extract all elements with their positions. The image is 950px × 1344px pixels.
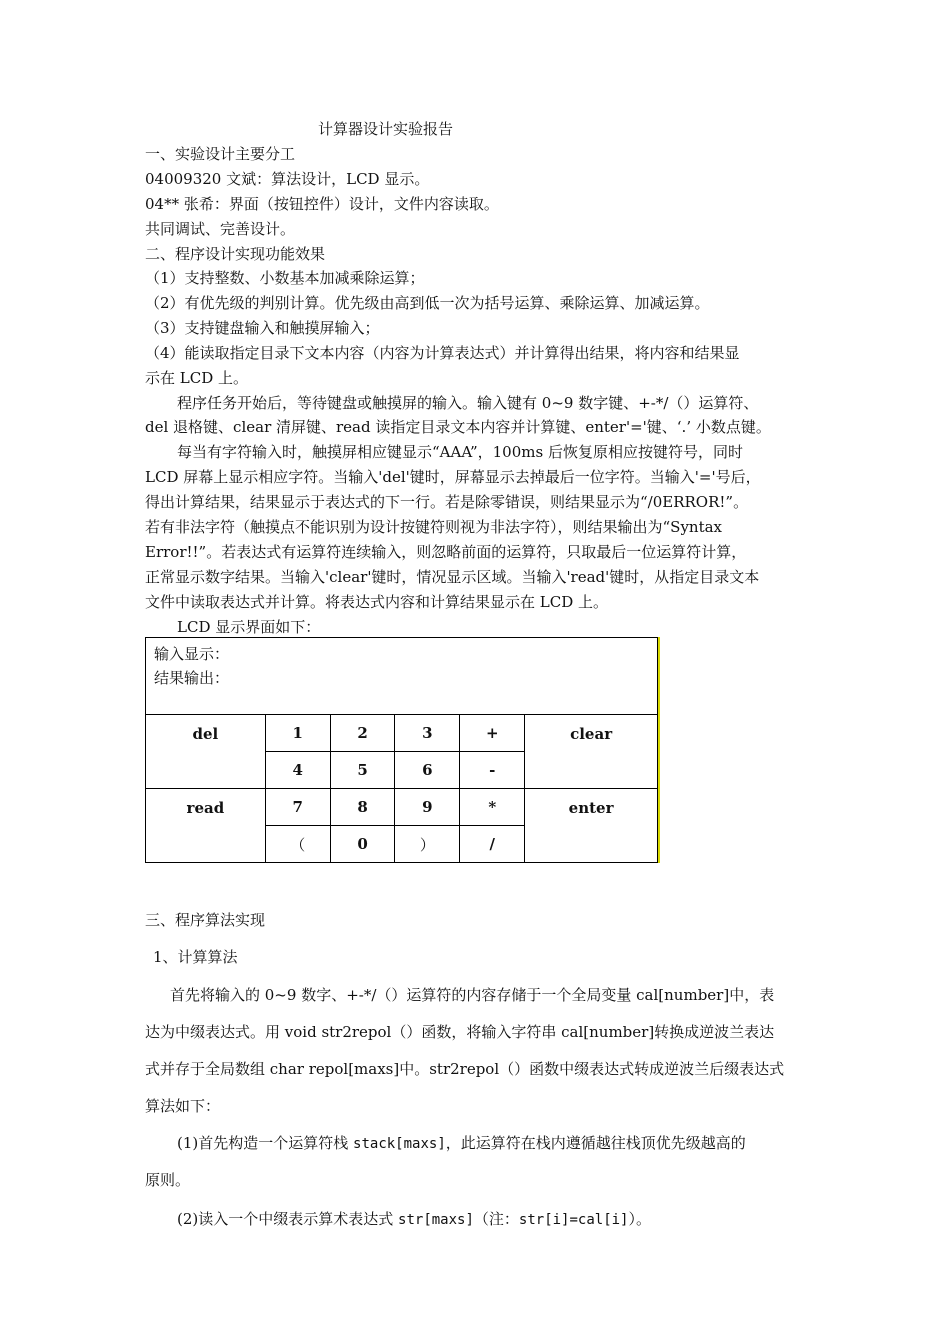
input-display-label: 输入显示：: [154, 645, 230, 663]
paragraph-line: 原则。: [145, 1171, 191, 1189]
paragraph-line: 04009320 文斌：算法设计，LCD 显示。: [145, 170, 430, 188]
text-span: （注：: [473, 1210, 519, 1228]
lcd-layout-table: [145, 637, 658, 863]
key-8: 8: [330, 789, 395, 826]
paragraph-line: del 退格键、clear 清屏键、read 读指定目录文本内容并计算键、enter'='键、‘.’ 小数点键。: [145, 418, 771, 436]
key-9: 9: [395, 789, 460, 826]
paragraph-line: 首先将输入的 0~9 数字、+-*/（）运算符的内容存储于一个全局变量 cal[number]中，表: [170, 986, 775, 1004]
text-span: ，此运算符在栈内遵循越往栈顶优先级越高的: [445, 1134, 746, 1152]
multiply-key: *: [460, 789, 525, 826]
paragraph-line: 式并存于全局数组 char repol[maxs]中。str2repol（）函数中缀表达式转成逆波兰后缀表达式: [145, 1060, 785, 1078]
plus-key: +: [460, 715, 525, 752]
paragraph-line: 文件中读取表达式并计算。将表达式内容和计算结果显示在 LCD 上。: [145, 593, 609, 611]
paragraph-line: 每当有字符输入时，触摸屏相应键显示“AAA”，100ms 后恢复原相应按键符号，同时: [177, 443, 743, 461]
page-title: 计算器设计实验报告: [318, 120, 454, 138]
read-key: read: [146, 789, 266, 863]
result-output-label: 结果输出：: [154, 669, 230, 687]
key-6: 6: [395, 752, 460, 789]
paragraph-line: Error!!”。若表达式有运算符连续输入，则忽略前面的运算符，只取最后一位运算符计算，: [145, 543, 747, 561]
key-7: 7: [265, 789, 330, 826]
clear-key: clear: [525, 715, 658, 789]
paragraph-line: 若有非法字符（触摸点不能识别为设计按键符则视为非法字符），则结果输出为“Syntax: [145, 518, 723, 536]
right-paren-key: ）: [395, 826, 460, 863]
key-1: 1: [265, 715, 330, 752]
list-item: （1）支持整数、小数基本加减乘除运算；: [145, 269, 425, 287]
section-heading: 二、程序设计实现功能效果: [145, 245, 326, 263]
key-2: 2: [330, 715, 395, 752]
section-heading: 三、程序算法实现: [145, 911, 266, 929]
code-span: str[i]=cal[i]: [518, 1212, 629, 1228]
list-item: （2）有优先级的判别计算。优先级由高到低一次为括号运算、乘除运算、加减运算。: [145, 294, 710, 312]
del-key: del: [146, 715, 266, 789]
paragraph-line: 达为中缀表达式。用 void str2repol（）函数，将输入字符串 cal[number]转换成逆波兰表达: [145, 1023, 775, 1041]
section-heading: 一、实验设计主要分工: [145, 145, 296, 163]
paragraph-line: 程序任务开始后，等待键盘或触摸屏的输入。输入键有 0~9 数字键、+-*/（）运算符、: [177, 394, 759, 412]
paragraph-line: 得出计算结果，结果显示于表达式的下一行。若是除零错误，则结果显示为“/0ERROR!”。: [145, 493, 749, 511]
left-paren-key: （: [265, 826, 330, 863]
enter-key: enter: [525, 789, 658, 863]
paragraph-line: [177, 1209, 842, 1230]
subsection-heading: 1、计算算法: [153, 948, 238, 966]
key-0: 0: [330, 826, 395, 863]
paragraph-line: 算法如下：: [145, 1097, 221, 1115]
paragraph-line: LCD 显示界面如下：: [177, 618, 321, 636]
paragraph-line: [177, 1133, 842, 1154]
key-4: 4: [265, 752, 330, 789]
list-item: （3）支持键盘输入和触摸屏输入；: [145, 319, 380, 337]
paragraph-line: 04** 张希：界面（按钮控件）设计，文件内容读取。: [145, 195, 499, 213]
code-span: stack[maxs]: [353, 1136, 446, 1152]
paragraph-line: 正常显示数字结果。当输入'clear'键时，情况显示区域。当输入'read'键时，从指定目录文本: [145, 568, 760, 586]
divide-key: /: [460, 826, 525, 863]
code-span: str[maxs]: [398, 1212, 474, 1228]
minus-key: -: [460, 752, 525, 789]
key-5: 5: [330, 752, 395, 789]
lcd-display-area: [146, 638, 658, 715]
paragraph-line: LCD 屏幕上显示相应字符。当输入'del'键时，屏幕显示去掉最后一位字符。当输入'='号后，: [145, 468, 761, 486]
key-3: 3: [395, 715, 460, 752]
text-span: (2)读入一个中缀表示算术表达式: [177, 1210, 399, 1228]
paragraph-line: 共同调试、完善设计。: [145, 220, 296, 238]
list-item: （4）能读取指定目录下文本内容（内容为计算表达式）并计算得出结果，将内容和结果显: [145, 344, 740, 362]
text-span: (1)首先构造一个运算符栈: [177, 1134, 354, 1152]
paragraph-line: 示在 LCD 上。: [145, 369, 249, 387]
text-span: ）。: [628, 1210, 651, 1228]
